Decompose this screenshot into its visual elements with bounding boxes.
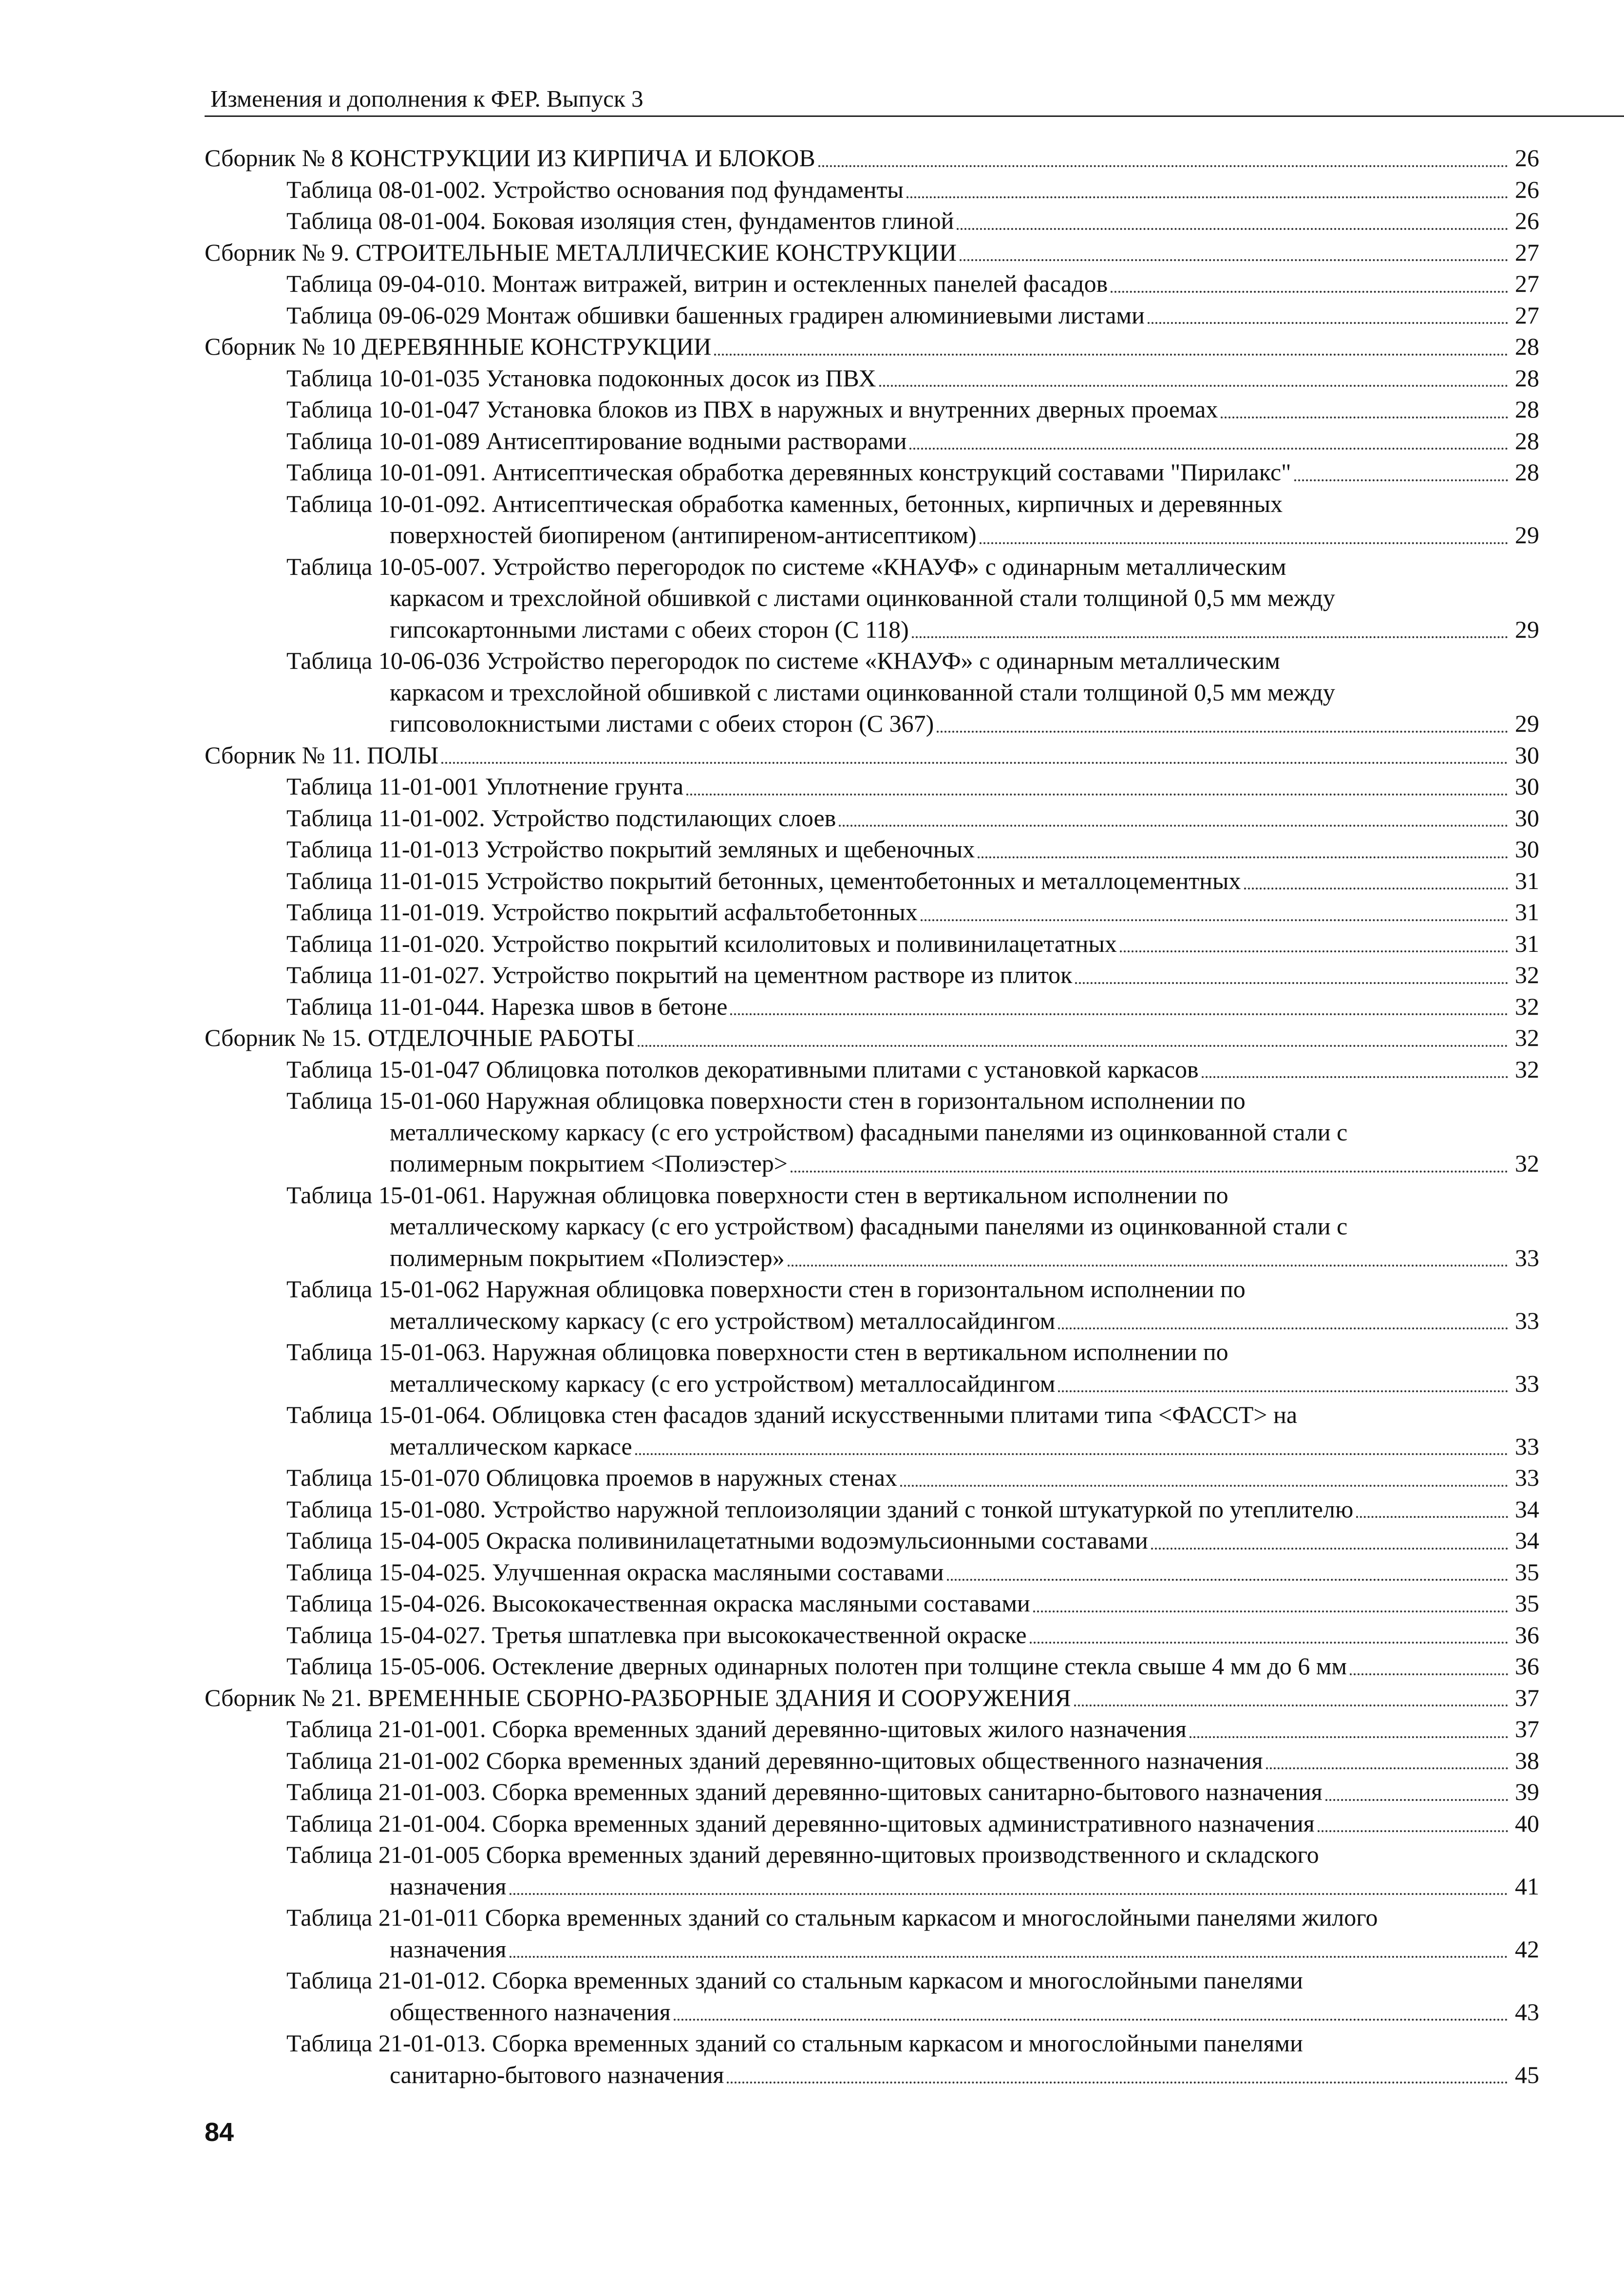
toc-entry-line — [286, 645, 1539, 677]
toc-section-entry[interactable] — [205, 142, 1539, 174]
toc-entry-line — [286, 1965, 1539, 1996]
page-ref: 34 — [1515, 1495, 1539, 1523]
table-number: Таблица 15-04-027. — [286, 1621, 486, 1648]
entry-title: КОНСТРУКЦИИ ИЗ КИРПИЧА И БЛОКОВ — [349, 144, 815, 171]
entry-title: Наружная облицовка поверхности стен в горизонтальном исполнении по — [486, 1275, 1246, 1303]
dot-leader — [730, 1013, 1508, 1015]
dot-leader — [1190, 1736, 1508, 1738]
entry-title: металлическом каркасе — [390, 1432, 632, 1460]
toc-entry-line — [286, 1399, 1539, 1431]
dot-leader — [1325, 1799, 1508, 1801]
toc-table-entry[interactable] — [286, 1808, 1539, 1839]
dot-leader — [1318, 1830, 1508, 1832]
dot-leader — [1148, 322, 1508, 324]
section-number: Сборник № 9. — [205, 238, 350, 266]
dot-leader — [714, 354, 1508, 356]
toc-table-entry[interactable] — [286, 928, 1539, 960]
page-ref: 31 — [1515, 929, 1539, 957]
toc-table-entry[interactable] — [286, 205, 1539, 237]
header-rule — [205, 115, 1624, 117]
table-number: Таблица 15-01-060 — [286, 1087, 480, 1114]
section-number: Сборник № 15. — [205, 1024, 362, 1051]
dot-leader — [1033, 1610, 1508, 1612]
toc-table-entry[interactable] — [286, 802, 1539, 834]
toc-table-entry[interactable] — [286, 1556, 1539, 1588]
toc-table-entry[interactable] — [286, 1494, 1539, 1525]
dot-leader — [921, 919, 1508, 921]
entry-title: Устройство перегородок по системе «КНАУФ» с одинарным металлическим — [492, 552, 1286, 580]
dot-leader — [1058, 1327, 1508, 1329]
dot-leader — [1120, 950, 1508, 952]
page-number: 84 — [205, 2118, 234, 2147]
entry-title: поверхностей биопиреном (антипиреном-антисептиком) — [390, 521, 977, 549]
entry-title: Уплотнение грунта — [485, 773, 684, 800]
section-number: Сборник № 11. — [205, 741, 361, 769]
toc-table-entry[interactable] — [286, 1745, 1539, 1777]
entry-title: металлическому каркасу (с его устройством) металлосайдингом — [390, 1307, 1056, 1334]
dot-leader — [441, 762, 1508, 764]
page-ref: 36 — [1515, 1652, 1539, 1680]
toc-table-entry[interactable] — [286, 300, 1539, 331]
entry-title: ДЕРЕВЯННЫЕ КОНСТРУКЦИИ — [361, 333, 712, 360]
entry-title: Окраска поливинилацетатными водоэмульсионными составами — [486, 1527, 1148, 1554]
entry-title: санитарно-бытового назначения — [390, 2061, 724, 2088]
dot-leader — [638, 1045, 1508, 1047]
toc-entry-line — [286, 1336, 1539, 1368]
entry-title: Устройство перегородок по системе «КНАУФ» с одинарным металлическим — [486, 647, 1281, 674]
entry-title: Устройство покрытий асфальтобетонных — [491, 898, 918, 926]
toc-table-entry[interactable] — [286, 708, 1539, 739]
entry-title: ПОЛЫ — [367, 741, 439, 769]
table-number: Таблица 08-01-004. — [286, 207, 486, 234]
toc-table-entry[interactable] — [286, 425, 1539, 457]
page-ref: 29 — [1515, 615, 1539, 643]
toc-table-entry[interactable] — [286, 1588, 1539, 1619]
entry-title: Сборка временных зданий деревянно-щитовых общественного назначения — [486, 1746, 1263, 1774]
dot-leader — [635, 1453, 1508, 1455]
table-number: Таблица 11-01-013 — [286, 835, 479, 863]
entry-title: Устройство покрытий ксилолитовых и поливинилацетатных — [491, 929, 1117, 957]
entry-title: Установка подоконных досок из ПВХ — [486, 364, 876, 392]
toc-table-entry[interactable] — [286, 174, 1539, 206]
page-ref: 27 — [1515, 270, 1539, 297]
dot-leader — [1151, 1548, 1508, 1550]
page-ref: 28 — [1515, 333, 1539, 360]
toc-table-entry[interactable] — [286, 1431, 1539, 1462]
entry-title: Третья шпатлевка при высококачественной окраске — [492, 1621, 1027, 1648]
entry-title: Улучшенная окраска масляными составами — [492, 1558, 944, 1586]
toc-table-entry[interactable] — [286, 519, 1539, 551]
dot-leader — [909, 448, 1508, 450]
dot-leader — [1058, 1390, 1508, 1392]
toc-table-entry[interactable] — [286, 456, 1539, 488]
table-number: Таблица 21-01-001. — [286, 1715, 486, 1743]
toc-entry-line — [286, 582, 1539, 614]
toc-table-entry[interactable] — [286, 1650, 1539, 1682]
dot-leader — [879, 385, 1508, 387]
page-ref: 42 — [1515, 1935, 1539, 1963]
table-number: Таблица 15-04-005 — [286, 1527, 480, 1554]
dot-leader — [1030, 1642, 1508, 1644]
page-ref: 37 — [1515, 1715, 1539, 1743]
entry-title: Антисептическая обработка деревянных конструкций составами "Пирилакс" — [492, 458, 1291, 486]
toc-section-entry[interactable] — [205, 237, 1539, 268]
table-number: Таблица 11-01-020. — [286, 929, 485, 957]
toc-table-entry[interactable] — [286, 959, 1539, 991]
table-number: Таблица 10-01-092. — [286, 490, 486, 517]
table-number: Таблица 10-01-089 — [286, 427, 480, 455]
page-ref: 33 — [1515, 1432, 1539, 1460]
dot-leader — [1074, 1705, 1508, 1706]
entry-title: Установка блоков из ПВХ в наружных и внутренних дверных проемах — [486, 396, 1218, 423]
dot-leader — [674, 2019, 1508, 2021]
table-number: Таблица 11-01-002. — [286, 804, 485, 832]
page-ref: 26 — [1515, 144, 1539, 171]
page-ref: 37 — [1515, 1684, 1539, 1711]
entry-title: Устройство покрытий земляных и щебеночных — [485, 835, 975, 863]
page-ref: 30 — [1515, 804, 1539, 832]
entry-title: Наружная облицовка поверхности стен в вертикальном исполнении по — [492, 1181, 1228, 1209]
entry-title: Сборка временных зданий деревянно-щитовых административного назначения — [492, 1809, 1315, 1837]
entry-title: общественного назначения — [390, 1998, 671, 2026]
dot-leader — [912, 636, 1508, 638]
toc-section-entry[interactable] — [205, 331, 1539, 362]
table-number: Таблица 11-01-027. — [286, 961, 485, 988]
entry-title: ОТДЕЛОЧНЫЕ РАБОТЫ — [367, 1024, 635, 1051]
page-ref: 28 — [1515, 364, 1539, 392]
page-ref: 33 — [1515, 1369, 1539, 1397]
entry-title: Сборка временных зданий со стальным каркасом и многослойными панелями — [492, 1967, 1303, 1994]
table-number: Таблица 10-01-047 — [286, 396, 480, 423]
table-number: Таблица 10-06-036 — [286, 647, 480, 674]
toc-section-entry[interactable] — [205, 1022, 1539, 1054]
entry-title: Остекление дверных одинарных полотен при толщине стекла свыше 4 мм до 6 мм — [492, 1652, 1347, 1680]
dot-leader — [906, 196, 1508, 198]
toc-entry-line — [286, 1839, 1539, 1871]
page-ref: 32 — [1515, 992, 1539, 1020]
entry-title: Сборка временных зданий деревянно-щитовых производственного и складского — [486, 1841, 1319, 1868]
toc-entry-line — [286, 1273, 1539, 1305]
toc-section-entry[interactable] — [205, 1682, 1539, 1714]
page-ref: 33 — [1515, 1244, 1539, 1271]
entry-title: Устройство основания под фундаменты — [492, 175, 904, 203]
page-ref: 31 — [1515, 898, 1539, 926]
page-ref: 26 — [1515, 175, 1539, 203]
table-number: Таблица 11-01-019. — [286, 898, 485, 926]
table-number: Таблица 21-01-011 — [286, 1904, 479, 1931]
dot-leader — [510, 1893, 1508, 1895]
entry-title: Облицовка проемов в наружных стенах — [486, 1464, 897, 1491]
section-number: Сборник № 21. — [205, 1684, 362, 1711]
page-ref: 32 — [1515, 1024, 1539, 1051]
entry-title: Сборка временных зданий деревянно-щитовых жилого назначения — [492, 1715, 1187, 1743]
page-ref: 28 — [1515, 458, 1539, 486]
entry-title: ВРЕМЕННЫЕ СБОРНО-РАЗБОРНЫЕ ЗДАНИЯ И СООРУЖЕНИЯ — [367, 1684, 1071, 1711]
toc-table-entry[interactable] — [286, 362, 1539, 394]
toc-entry-line — [286, 1117, 1539, 1148]
page-ref: 28 — [1515, 427, 1539, 455]
dot-leader — [1111, 291, 1508, 293]
table-of-contents — [205, 142, 1539, 2090]
page-ref: 27 — [1515, 238, 1539, 266]
dot-leader — [1221, 417, 1508, 418]
table-number: Таблица 21-01-013. — [286, 2029, 486, 2057]
table-number: Таблица 11-01-044. — [286, 992, 485, 1020]
dot-leader — [980, 542, 1508, 544]
entry-title: металлическому каркасу (с его устройством) фасадными панелями из оцинкованной стали с — [390, 1118, 1348, 1146]
entry-title: Облицовка стен фасадов зданий искусственными плитами типа <ФАССТ> на — [492, 1401, 1298, 1428]
entry-title: Сборка временных зданий со стальным каркасом и многослойными панелями — [492, 2029, 1303, 2057]
entry-title: Наружная облицовка поверхности стен в вертикальном исполнении по — [492, 1338, 1228, 1365]
table-number: Таблица 09-06-029 — [286, 301, 480, 329]
toc-entry-line — [286, 1211, 1539, 1242]
table-number: Таблица 21-01-012. — [286, 1967, 486, 1994]
page-ref: 34 — [1515, 1527, 1539, 1554]
entry-title: Боковая изоляция стен, фундаментов глиной — [492, 207, 954, 234]
entry-title: полимерным покрытием «Полиэстер» — [390, 1244, 785, 1271]
dot-leader — [791, 1171, 1508, 1173]
section-number: Сборник № 10 — [205, 333, 356, 360]
page-ref: 29 — [1515, 521, 1539, 549]
entry-title: Антисептирование водными растворами — [486, 427, 907, 455]
page-ref: 28 — [1515, 396, 1539, 423]
toc-table-entry[interactable] — [286, 771, 1539, 802]
dot-leader — [1202, 1076, 1508, 1078]
dot-leader — [1075, 982, 1508, 984]
toc-table-entry[interactable] — [286, 1996, 1539, 2028]
dot-leader — [947, 1579, 1508, 1581]
dot-leader — [978, 856, 1508, 858]
toc-table-entry[interactable] — [286, 1242, 1539, 1274]
running-header: Изменения и дополнения к ФЕР. Выпуск 3 — [210, 85, 643, 112]
toc-table-entry[interactable] — [286, 833, 1539, 865]
table-number: Таблица 11-01-001 — [286, 773, 479, 800]
entry-title: Устройство покрытий бетонных, цементобетонных и металлоцементных — [485, 867, 1241, 894]
dot-leader — [727, 2082, 1508, 2084]
dot-leader — [1294, 479, 1508, 481]
page-ref: 35 — [1515, 1558, 1539, 1586]
table-number: Таблица 10-01-091. — [286, 458, 486, 486]
section-number: Сборник № 8 — [205, 144, 343, 171]
page-ref: 26 — [1515, 207, 1539, 234]
page-ref: 27 — [1515, 301, 1539, 329]
toc-table-entry[interactable] — [286, 2059, 1539, 2091]
table-number: Таблица 15-01-047 — [286, 1055, 480, 1083]
entry-title: полимерным покрытием <Полиэстер> — [390, 1150, 788, 1177]
toc-table-entry[interactable] — [286, 1368, 1539, 1400]
toc-entry-line — [286, 1179, 1539, 1211]
toc-table-entry[interactable] — [286, 865, 1539, 897]
entry-title: каркасом и трехслойной обшивкой с листами оцинкованной стали толщиной 0,5 мм между — [390, 678, 1335, 706]
dot-leader — [788, 1265, 1508, 1267]
toc-table-entry[interactable] — [286, 1713, 1539, 1745]
table-number: Таблица 11-01-015 — [286, 867, 479, 894]
table-number: Таблица 10-01-035 — [286, 364, 480, 392]
page-ref: 30 — [1515, 773, 1539, 800]
entry-title: Монтаж витражей, витрин и остекленных панелей фасадов — [492, 270, 1108, 297]
toc-entry-line — [286, 677, 1539, 708]
table-number: Таблица 09-04-010. — [286, 270, 486, 297]
toc-section-entry[interactable] — [205, 739, 1539, 771]
table-number: Таблица 15-01-080. — [286, 1495, 486, 1523]
entry-title: Устройство покрытий на цементном растворе из плиток — [491, 961, 1073, 988]
entry-title: Наружная облицовка поверхности стен в горизонтальном исполнении по — [486, 1087, 1246, 1114]
dot-leader — [839, 825, 1508, 827]
page-ref: 41 — [1515, 1872, 1539, 1900]
entry-title: гипсоволокнистыми листами с обеих сторон (С 367) — [390, 710, 934, 737]
toc-table-entry[interactable] — [286, 1054, 1539, 1085]
dot-leader — [937, 731, 1508, 733]
entry-title: металлическому каркасу (с его устройством) фасадными панелями из оцинкованной стали с — [390, 1212, 1348, 1240]
toc-table-entry[interactable] — [286, 394, 1539, 425]
page-ref: 33 — [1515, 1464, 1539, 1491]
toc-table-entry[interactable] — [286, 1525, 1539, 1556]
toc-table-entry[interactable] — [286, 1305, 1539, 1337]
dot-leader — [1244, 888, 1508, 890]
table-number: Таблица 21-01-005 — [286, 1841, 480, 1868]
table-number: Таблица 21-01-004. — [286, 1809, 486, 1837]
dot-leader — [1350, 1673, 1508, 1675]
entry-title: Устройство подстилающих слоев — [491, 804, 836, 832]
table-number: Таблица 15-05-006. — [286, 1652, 486, 1680]
entry-title: металлическому каркасу (с его устройством) металлосайдингом — [390, 1369, 1056, 1397]
dot-leader — [900, 1485, 1508, 1487]
toc-table-entry[interactable] — [286, 1871, 1539, 1902]
toc-table-entry[interactable] — [286, 1619, 1539, 1651]
entry-title: назначения — [390, 1935, 507, 1963]
table-number: Таблица 15-01-064. — [286, 1401, 486, 1428]
entry-title: назначения — [390, 1872, 507, 1900]
page-ref: 43 — [1515, 1998, 1539, 2026]
page-ref: 30 — [1515, 835, 1539, 863]
table-number: Таблица 15-04-026. — [286, 1590, 486, 1617]
dot-leader — [1356, 1516, 1508, 1518]
toc-entry-line — [286, 488, 1539, 520]
toc-table-entry[interactable] — [286, 614, 1539, 645]
toc-entry-line — [286, 2027, 1539, 2059]
page-ref: 40 — [1515, 1809, 1539, 1837]
toc-table-entry[interactable] — [286, 1776, 1539, 1808]
page-ref: 31 — [1515, 867, 1539, 894]
table-number: Таблица 10-05-007. — [286, 552, 486, 580]
table-number: Таблица 21-01-003. — [286, 1778, 486, 1805]
table-number: Таблица 21-01-002 — [286, 1746, 480, 1774]
entry-title: Высококачественная окраска масляными составами — [492, 1590, 1030, 1617]
dot-leader — [1266, 1767, 1508, 1769]
table-number: Таблица 15-01-070 — [286, 1464, 480, 1491]
entry-title: Сборка временных зданий деревянно-щитовых санитарно-бытового назначения — [492, 1778, 1322, 1805]
page-ref: 45 — [1515, 2061, 1539, 2088]
page-ref: 38 — [1515, 1746, 1539, 1774]
toc-table-entry[interactable] — [286, 896, 1539, 928]
table-number: Таблица 15-01-061. — [286, 1181, 486, 1209]
dot-leader — [510, 1956, 1508, 1958]
page-ref: 29 — [1515, 710, 1539, 737]
entry-title: Монтаж обшивки башенных градирен алюминиевыми листами — [486, 301, 1145, 329]
page-ref: 30 — [1515, 741, 1539, 769]
table-number: Таблица 08-01-002. — [286, 175, 486, 203]
entry-title: Сборка временных зданий со стальным каркасом и многослойными панелями жилого — [485, 1904, 1378, 1931]
dot-leader — [686, 794, 1508, 796]
page-ref: 32 — [1515, 1150, 1539, 1177]
table-number: Таблица 15-01-063. — [286, 1338, 486, 1365]
entry-title: Облицовка потолков декоративными плитами с установкой каркасов — [486, 1055, 1199, 1083]
entry-title: Нарезка швов в бетоне — [491, 992, 728, 1020]
page-ref: 32 — [1515, 961, 1539, 988]
entry-title: Антисептическая обработка каменных, бетонных, кирпичных и деревянных — [492, 490, 1283, 517]
page-ref: 36 — [1515, 1621, 1539, 1648]
toc-entry-line — [286, 1085, 1539, 1117]
page-ref: 33 — [1515, 1307, 1539, 1334]
page-ref: 39 — [1515, 1778, 1539, 1805]
dot-leader — [818, 165, 1508, 167]
entry-title: гипсокартонными листами с обеих сторон (С 118) — [390, 615, 909, 643]
toc-table-entry[interactable] — [286, 991, 1539, 1023]
table-number: Таблица 15-04-025. — [286, 1558, 486, 1586]
page-ref: 35 — [1515, 1590, 1539, 1617]
toc-table-entry[interactable] — [286, 268, 1539, 300]
dot-leader — [957, 228, 1508, 230]
toc-table-entry[interactable] — [286, 1148, 1539, 1179]
entry-title: СТРОИТЕЛЬНЫЕ МЕТАЛЛИЧЕСКИЕ КОНСТРУКЦИИ — [355, 238, 957, 266]
toc-table-entry[interactable] — [286, 1933, 1539, 1965]
page-ref: 32 — [1515, 1055, 1539, 1083]
dot-leader — [960, 259, 1508, 261]
table-number: Таблица 15-01-062 — [286, 1275, 480, 1303]
toc-table-entry[interactable] — [286, 1462, 1539, 1494]
entry-title: каркасом и трехслойной обшивкой с листами оцинкованной стали толщиной 0,5 мм между — [390, 584, 1335, 611]
entry-title: Устройство наружной теплоизоляции зданий с тонкой штукатуркой по утеплителю — [492, 1495, 1354, 1523]
toc-entry-line — [286, 1902, 1539, 1933]
toc-entry-line — [286, 551, 1539, 583]
